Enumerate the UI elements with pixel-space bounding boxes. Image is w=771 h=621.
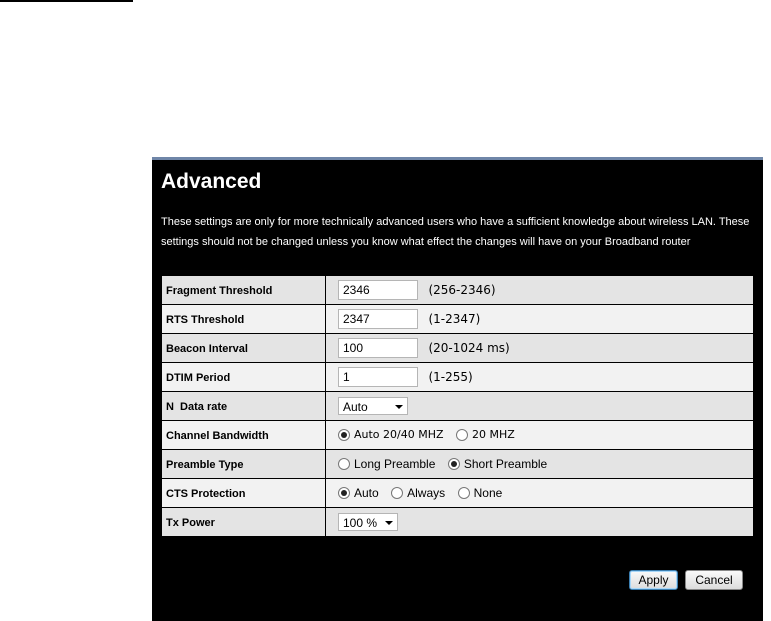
rts-threshold-input[interactable] [338,309,418,329]
channel-bandwidth-auto-label: Auto 20/40 MHZ [354,428,444,442]
n-data-rate-select[interactable] [338,397,408,415]
radio-icon [458,487,470,499]
row-beacon-interval [162,334,754,363]
preamble-long-label: Long Preamble [354,456,436,471]
dtim-period-hint: (1-255) [428,370,473,384]
fragment-threshold-label: Fragment Threshold [166,285,273,297]
advanced-panel [152,157,763,621]
dtim-period-label: DTIM Period [166,372,231,384]
channel-bandwidth-auto-radio[interactable] [338,426,452,444]
tx-power-label: Tx Power [166,517,215,529]
rts-threshold-hint: (1-2347) [428,312,481,326]
tx-power-select[interactable] [338,513,398,531]
chevron-down-icon [395,405,403,409]
beacon-interval-label: Beacon Interval [166,343,248,355]
settings-table [161,275,754,537]
n-data-rate-label: N Data rate [166,401,228,413]
tx-power-value: 100 % [343,515,378,530]
row-cts-protection [162,479,754,508]
cts-always-label: Always [407,485,446,500]
cts-auto-radio[interactable] [338,484,387,502]
radio-selected-icon [448,458,460,470]
beacon-interval-input[interactable] [338,338,418,358]
radio-selected-icon [338,429,350,441]
preamble-short-radio[interactable] [448,455,555,473]
row-channel-bandwidth [162,421,754,450]
row-preamble-type [162,450,754,479]
cts-auto-label: Auto [354,485,379,500]
channel-bandwidth-20mhz-radio[interactable] [456,426,523,444]
row-tx-power [162,508,754,537]
fragment-threshold-hint: (256-2346) [428,283,496,297]
cts-protection-label: CTS Protection [166,488,246,500]
radio-icon [456,429,468,441]
apply-button[interactable]: Apply [629,570,678,590]
fragment-threshold-input[interactable] [338,280,418,300]
beacon-interval-hint: (20-1024 ms) [428,341,510,355]
radio-icon [338,458,350,470]
cancel-button[interactable]: Cancel [685,570,743,590]
channel-bandwidth-label: Channel Bandwidth [166,430,269,442]
cts-none-radio[interactable] [458,484,511,502]
preamble-short-label: Short Preamble [463,456,548,471]
channel-bandwidth-20mhz-label: 20 MHZ [471,428,515,442]
page-title: Advanced [161,170,262,193]
n-data-rate-value: Auto [343,399,368,414]
top-rule [0,0,133,2]
rts-threshold-label: RTS Threshold [166,314,245,326]
page-description: These settings are only for more technically advanced users who have a sufficient knowledge about wireless LAN. These settings should not be changed unless you know what effect the changes will have on your Broadband router [161,216,750,248]
preamble-long-radio[interactable] [338,455,443,473]
row-rts-threshold [162,305,754,334]
radio-selected-icon [338,487,350,499]
chevron-down-icon [385,521,393,525]
row-n-data-rate [162,392,754,421]
radio-icon [391,487,403,499]
row-fragment-threshold [162,276,754,305]
cts-always-radio[interactable] [391,484,453,502]
dtim-period-input[interactable] [338,367,418,387]
row-dtim-period [162,363,754,392]
cts-none-label: None [473,485,503,500]
preamble-type-label: Preamble Type [166,459,244,471]
